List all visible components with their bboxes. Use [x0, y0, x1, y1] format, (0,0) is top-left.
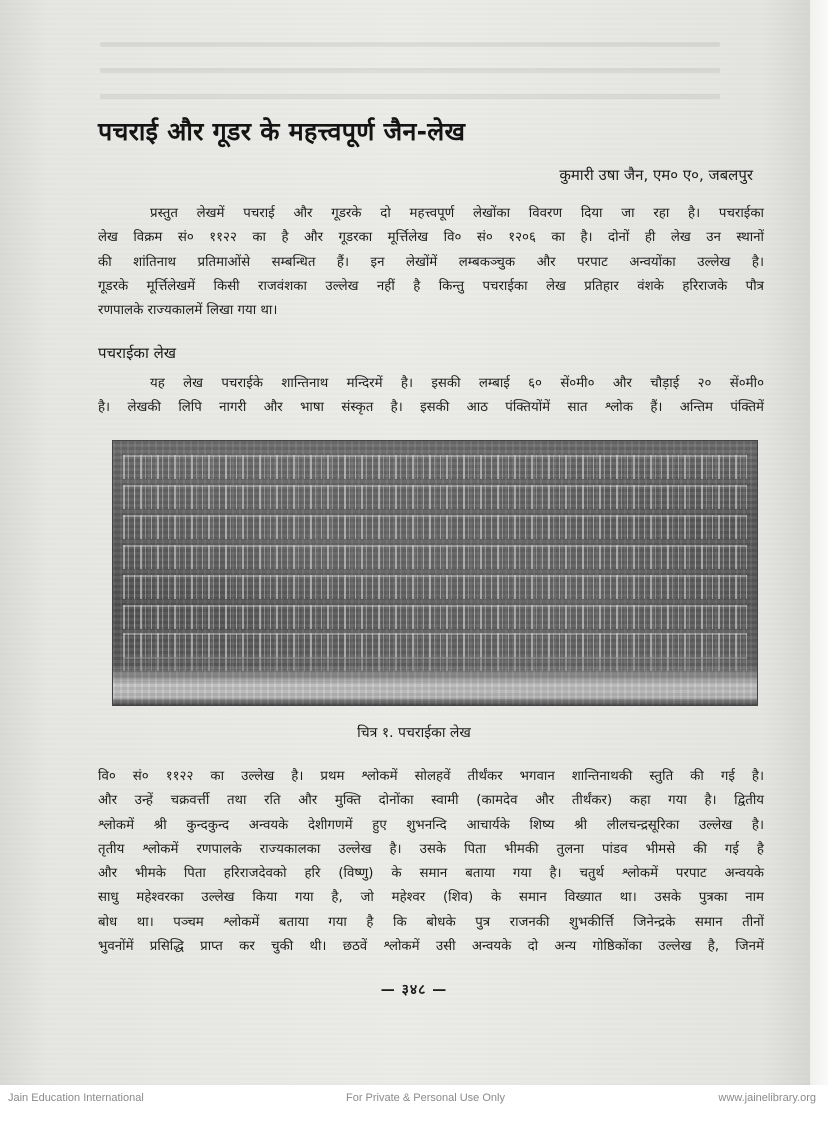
inscription-line — [123, 485, 747, 509]
text-line: गूडरके मूर्त्तिलेखमें किसी राजवंशका उल्लेख नहीं है किन्तु पचराईका लेख प्रतिहार वंशके हरिराजके पौत्र — [98, 278, 764, 294]
page-edge — [810, 0, 828, 1085]
text-line: रणपालके राज्यकालमें लिखा गया था। — [98, 303, 278, 319]
inscription-line — [123, 605, 747, 629]
author-byline: कुमारी उषा जैन, एम० ए०, जबलपुर — [559, 166, 753, 184]
text-line: की शांतिनाथ प्रतिमाओंसे सम्बन्धित हैं। इन लेखोंमें लम्बकञ्चुक और परपाट अन्वयोंका उल्लेख है। — [98, 254, 764, 270]
inscription-line — [123, 633, 747, 657]
page-number: — ३४८ — — [380, 982, 448, 998]
text-line: श्लोकमें श्री कुन्दकुन्द अन्वयके देशीगणमें हुए शुभनन्दि आचार्यके शिष्य श्री लीलचन्द्रसूरिका उल्लेख है। — [98, 817, 764, 833]
article-title: पचराई और गूडर के महत्त्वपूर्ण जैन-लेख — [98, 117, 466, 146]
text-line: यह लेख पचराईके शान्तिनाथ मन्दिरमें है। इसकी लम्बाई ६० सें०मी० और चौड़ाई २० सें०मी० — [150, 376, 764, 391]
intro-paragraph — [98, 202, 764, 323]
text-line: लेख विक्रम सं० ११२२ का है और गूडरका मूर्त्तिलेख वि० सं० १२०६ का है। दोनों ही लेख उन स्थानों — [98, 230, 764, 246]
text-line: और भीमके पिता हरिराजदेवको हरि (विष्णु) के समान बताया गया है। चतुर्थ श्लोकमें परपाट अन्वयके — [98, 866, 764, 882]
inscription-line — [123, 515, 747, 539]
inscription-line — [123, 657, 747, 671]
text-line: वि० सं० ११२२ का उल्लेख है। प्रथम श्लोकमें सोलहवें तीर्थंकर भगवान शान्तिनाथकी स्तुति की गई है। — [98, 769, 764, 784]
continuation-paragraph — [98, 765, 764, 959]
text-line: तृतीय श्लोकमें रणपालके राज्यकालका उल्लेख है। उसके पिता भीमकी तुलना पांडव भीमसे की गई है — [98, 841, 764, 857]
section-heading: पचराईका लेख — [98, 344, 177, 362]
text-line: और उन्हें चक्रवर्त्ती तथा रति और मुक्ति दोनोंका स्वामी (कामदेव और तीर्थंकर) कहा गया है। द्वितीय — [98, 793, 764, 809]
figure-caption: चित्र १. पचराईका लेख — [357, 725, 471, 741]
footer-usage-note: For Private & Personal Use Only — [346, 1092, 505, 1104]
text-line: साधु महेश्वरका उल्लेख किया गया है, जो महेश्वर (शिव) के समान विख्यात था। उसके पुत्रका नाम — [98, 890, 764, 906]
footer-website-link[interactable]: www.jainelibrary.org — [718, 1092, 816, 1104]
inscription-line — [123, 455, 747, 479]
inscription-line — [123, 545, 747, 569]
text-line: भुवनोंमें प्रसिद्धि प्राप्त कर चुकी थी। छठवें श्लोकमें उसी अन्वयके दो अन्य गोष्ठिकोंका उल्लेख है, जिनमें — [98, 939, 764, 955]
bleed-through-line — [100, 94, 720, 99]
footer-publisher: Jain Education International — [8, 1092, 144, 1104]
text-line: है। लेखकी लिपि नागरी और भाषा संस्कृत है। इसकी आठ पंक्तियोंमें सात श्लोक हैं। अन्तिम पंक्तिमें — [98, 400, 764, 416]
text-line: प्रस्तुत लेखमें पचराई और गूडरके दो महत्त्वपूर्ण लेखोंका विवरण दिया जा रहा है। पचराईका — [150, 206, 764, 221]
bleed-through-line — [100, 68, 720, 73]
section-paragraph — [98, 372, 764, 421]
text-line: बोध था। पञ्चम श्लोकमें बताया गया है कि बोधके पुत्र राजनकी शुभकीर्त्ति जिनेन्द्रके समान तीनों — [98, 914, 764, 930]
inscription-photo — [112, 440, 758, 706]
bleed-through-line — [100, 42, 720, 47]
inscription-line — [123, 575, 747, 599]
